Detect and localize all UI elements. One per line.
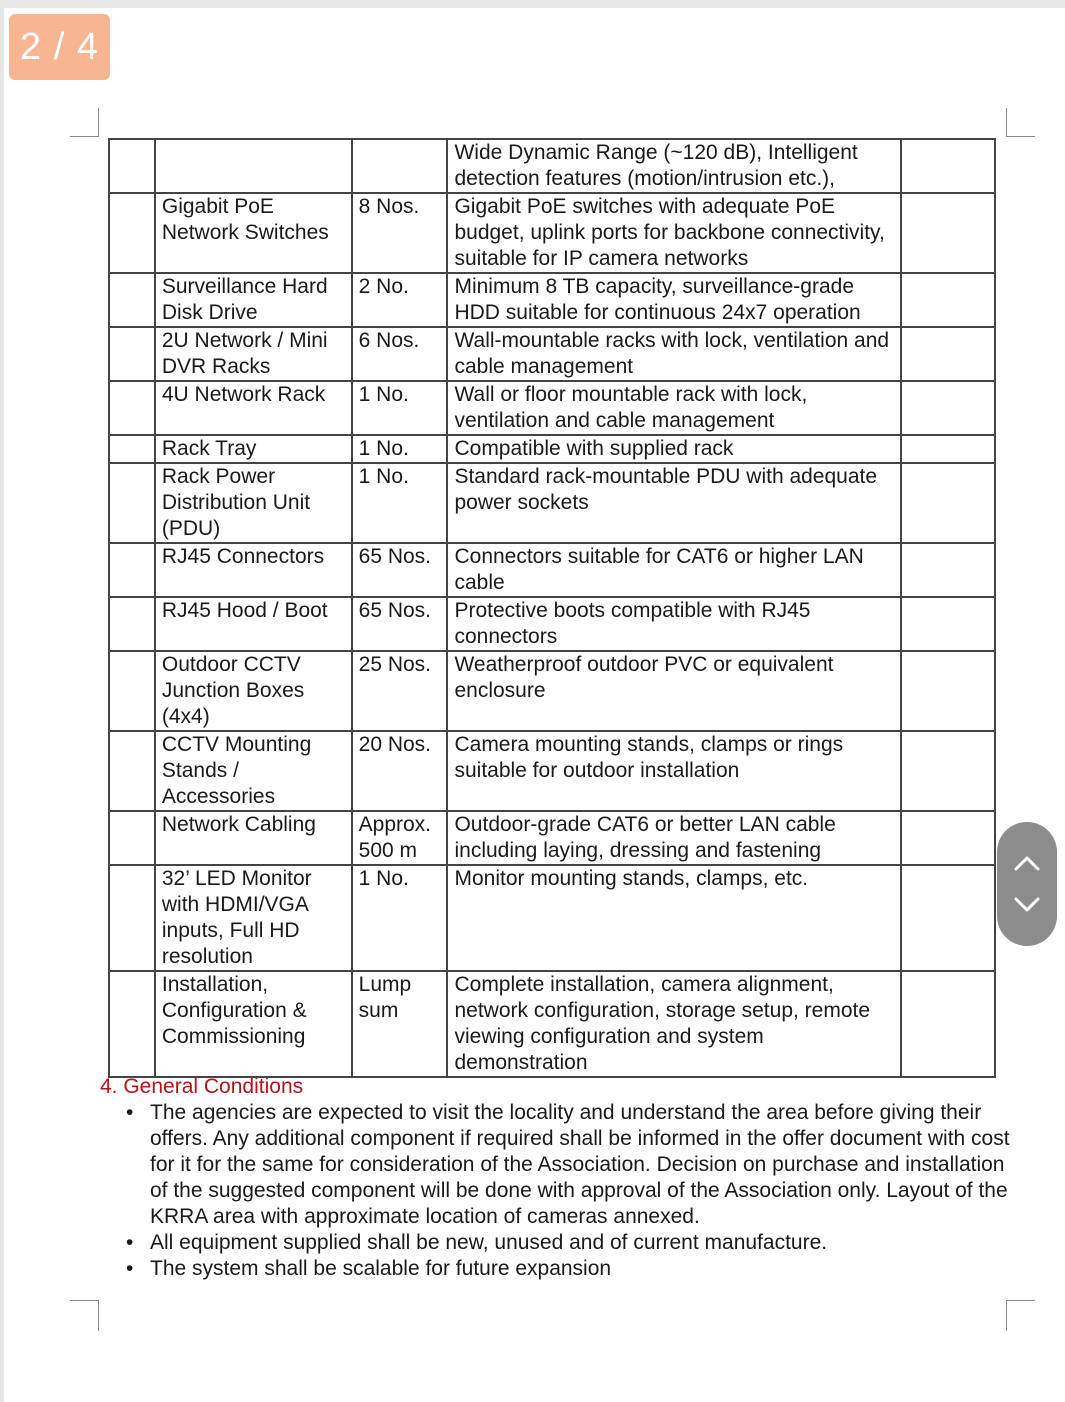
spec-cell: Wide Dynamic Range (~120 dB), Intelligent detection features (motion/intrusion etc.), xyxy=(447,139,901,193)
sno-cell xyxy=(109,327,155,381)
condition-text: The agencies are expected to visit the locality and understand the area before giving their offers. Any additional component if required shall be informed in the offer document with cost for it for the same for consideration of the Association. Decision on purchase and installation of the suggested component will be done with approval of the Association only. Layout of the KRRA area with approximate location of cameras annexed. xyxy=(150,1101,1010,1228)
section-heading: 4. General Conditions xyxy=(100,1075,304,1098)
spec-cell: Monitor mounting stands, clamps, etc. xyxy=(447,865,901,971)
item-cell: RJ45 Connectors xyxy=(155,543,352,597)
condition-text: The system shall be scalable for future expansion xyxy=(150,1257,612,1280)
spec-cell: Compatible with supplied rack xyxy=(447,435,901,463)
spec-cell: Standard rack-mountable PDU with adequate power sockets xyxy=(447,463,901,543)
next-page-button[interactable] xyxy=(1009,890,1045,920)
item-cell: Rack Tray xyxy=(155,435,352,463)
crop-mark-top-right xyxy=(1006,108,1035,137)
page-indicator-badge xyxy=(9,14,110,80)
table-row xyxy=(109,327,995,381)
qty-cell: Lump sum xyxy=(352,971,448,1077)
list-item xyxy=(100,1256,1020,1282)
qty-cell xyxy=(352,139,448,193)
table-row xyxy=(109,543,995,597)
sno-cell xyxy=(109,651,155,731)
crop-mark-bottom-right xyxy=(1006,1300,1035,1331)
remarks-cell xyxy=(901,139,995,193)
qty-cell: 65 Nos. xyxy=(352,597,448,651)
qty-cell: 8 Nos. xyxy=(352,193,448,273)
item-cell: 2U Network / Mini DVR Racks xyxy=(155,327,352,381)
list-item xyxy=(100,1100,1020,1230)
list-item xyxy=(100,1230,1020,1256)
viewer-left-edge xyxy=(0,0,4,1402)
remarks-cell xyxy=(901,971,995,1077)
chevron-up-icon xyxy=(1014,855,1040,871)
item-cell: Surveillance Hard Disk Drive xyxy=(155,273,352,327)
specification-table-body xyxy=(109,139,995,1077)
spec-cell: Gigabit PoE switches with adequate PoE budget, uplink ports for backbone connectivity, suitable for IP camera networks xyxy=(447,193,901,273)
table-row xyxy=(109,435,995,463)
spec-cell: Wall-mountable racks with lock, ventilation and cable management xyxy=(447,327,901,381)
sno-cell xyxy=(109,731,155,811)
remarks-cell xyxy=(901,811,995,865)
remarks-cell xyxy=(901,731,995,811)
sno-cell xyxy=(109,543,155,597)
spec-cell: Connectors suitable for CAT6 or higher LAN cable xyxy=(447,543,901,597)
remarks-cell xyxy=(901,381,995,435)
specification-table xyxy=(108,138,996,1078)
item-cell: Network Cabling xyxy=(155,811,352,865)
bullet-icon: • xyxy=(126,1101,134,1124)
spec-cell: Outdoor-grade CAT6 or better LAN cable including laying, dressing and fastening xyxy=(447,811,901,865)
viewer-top-bar xyxy=(0,0,1065,8)
item-cell: CCTV Mounting Stands / Accessories xyxy=(155,731,352,811)
table-row xyxy=(109,381,995,435)
qty-cell: 2 No. xyxy=(352,273,448,327)
condition-text: All equipment supplied shall be new, unused and of current manufacture. xyxy=(150,1231,828,1254)
remarks-cell xyxy=(901,193,995,273)
sno-cell xyxy=(109,463,155,543)
spec-cell: Weatherproof outdoor PVC or equivalent enclosure xyxy=(447,651,901,731)
table-row xyxy=(109,139,995,193)
remarks-cell xyxy=(901,327,995,381)
remarks-cell xyxy=(901,435,995,463)
qty-cell: 1 No. xyxy=(352,865,448,971)
qty-cell: Approx. 500 m xyxy=(352,811,448,865)
table-row xyxy=(109,731,995,811)
spec-cell: Minimum 8 TB capacity, surveillance-grade HDD suitable for continuous 24x7 operation xyxy=(447,273,901,327)
page-indicator-text: 2 / 4 xyxy=(20,25,99,68)
remarks-cell xyxy=(901,597,995,651)
remarks-cell xyxy=(901,463,995,543)
bullet-icon: • xyxy=(126,1231,134,1254)
bullet-icon: • xyxy=(126,1257,134,1280)
spec-cell: Complete installation, camera alignment, network configuration, storage setup, remote viewing configuration and system demonstration xyxy=(447,971,901,1077)
item-cell: 4U Network Rack xyxy=(155,381,352,435)
spec-cell: Protective boots compatible with RJ45 connectors xyxy=(447,597,901,651)
sno-cell xyxy=(109,139,155,193)
sno-cell xyxy=(109,193,155,273)
page-nav-control xyxy=(997,822,1057,946)
sno-cell xyxy=(109,273,155,327)
qty-cell: 1 No. xyxy=(352,435,448,463)
spec-cell: Wall or floor mountable rack with lock, ventilation and cable management xyxy=(447,381,901,435)
item-cell: Gigabit PoE Network Switches xyxy=(155,193,352,273)
item-cell: Installation, Configuration & Commissioning xyxy=(155,971,352,1077)
table-row xyxy=(109,193,995,273)
table-row xyxy=(109,865,995,971)
remarks-cell xyxy=(901,651,995,731)
table-row xyxy=(109,651,995,731)
item-cell: 32’ LED Monitor with HDMI/VGA inputs, Full HD resolution xyxy=(155,865,352,971)
table-row xyxy=(109,273,995,327)
item-cell: Outdoor CCTV Junction Boxes (4x4) xyxy=(155,651,352,731)
sno-cell xyxy=(109,435,155,463)
crop-mark-bottom-left xyxy=(70,1300,99,1331)
qty-cell: 65 Nos. xyxy=(352,543,448,597)
sno-cell xyxy=(109,865,155,971)
general-conditions-section xyxy=(100,1074,1020,1282)
spec-cell: Camera mounting stands, clamps or rings suitable for outdoor installation xyxy=(447,731,901,811)
qty-cell: 1 No. xyxy=(352,463,448,543)
sno-cell xyxy=(109,597,155,651)
qty-cell: 20 Nos. xyxy=(352,731,448,811)
sno-cell xyxy=(109,971,155,1077)
table-row xyxy=(109,463,995,543)
chevron-down-icon xyxy=(1014,897,1040,913)
item-cell: RJ45 Hood / Boot xyxy=(155,597,352,651)
qty-cell: 25 Nos. xyxy=(352,651,448,731)
conditions-list xyxy=(100,1100,1020,1282)
remarks-cell xyxy=(901,273,995,327)
crop-mark-top-left xyxy=(70,108,99,137)
table-row xyxy=(109,811,995,865)
table-row xyxy=(109,971,995,1077)
item-cell xyxy=(155,139,352,193)
qty-cell: 6 Nos. xyxy=(352,327,448,381)
sno-cell xyxy=(109,811,155,865)
previous-page-button[interactable] xyxy=(1009,848,1045,878)
table-row xyxy=(109,597,995,651)
sno-cell xyxy=(109,381,155,435)
remarks-cell xyxy=(901,543,995,597)
qty-cell: 1 No. xyxy=(352,381,448,435)
remarks-cell xyxy=(901,865,995,971)
item-cell: Rack Power Distribution Unit (PDU) xyxy=(155,463,352,543)
